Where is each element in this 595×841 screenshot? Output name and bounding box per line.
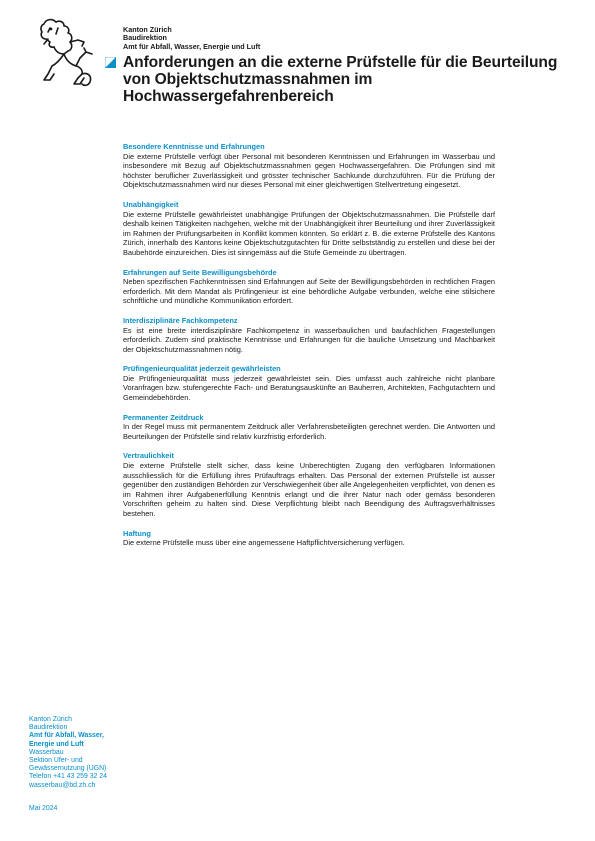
section-fachkompetenz <box>123 316 495 354</box>
section-body: Die Prüfingenieurqualität muss jederzeit gewährleistet sein. Dies umfasst auch zahlreiche nicht planbare Voranfragen bzw. stufengerechte Fach- und Beratungsauskünfte an Bauherren, Architekten, Fachgutachtern und Gemeindebehörden. <box>123 373 495 403</box>
header-canton: Kanton Zürich <box>123 25 172 34</box>
sidebar-directorate: Baudirektion <box>29 724 68 732</box>
section-haftung <box>123 529 495 548</box>
sidebar-section-line2: Gewässernutzung (UGN) <box>29 765 107 773</box>
sidebar-section-line1: Sektion Ufer- und <box>29 757 83 765</box>
section-heading: Prüfingenieurqualität jederzeit gewährleisten <box>123 364 281 374</box>
section-body: Die externe Prüfstelle verfügt über Personal mit besonderen Kenntnissen und Erfahrungen im Wasserbau und insbesondere mit Bezug auf Objektschutzmassnahmen gegen Hochwassergefahren. Die Prüfungen sind mit höchster beruflicher Zuverlässigkeit und grösster technischer Sachkunde durchzuführen. Für die Prüfung der Objektschutzmassnahmen wird nur dieses Personal mit einer gleichwertigen Stellvertretung eingesetzt. <box>123 151 495 190</box>
sidebar-office-line1: Amt für Abfall, Wasser, <box>29 732 104 740</box>
section-kenntnisse <box>123 142 495 190</box>
section-body: Die externe Prüfstelle gewährleistet unabhängige Prüfungen der Objektschutzmassnahmen. Die Prüfstelle darf deshalb keinen Tätigkeiten nachgehen, welche mit der Unabhängigkeit ihrer Beurteilung und ihrer Zuverlässigkeit im Rahmen der Prüfungsarbeiten in Konflikt kommen könnten. So erklärt z. B. die externe Prüfstelle des Kantons Zürich, innerhalb des Kantons keine Objektschutzgutachten für Dritte selbstständig zu erstellen und diese bei der Baubehörde einzureichen. Dies ist sinngemäss auf die Stufe Gemeinde zu übertragen. <box>123 209 495 257</box>
section-vertraulichkeit <box>123 451 495 518</box>
section-heading: Vertraulichkeit <box>123 451 174 461</box>
sidebar-division: Wasserbau <box>29 748 64 756</box>
section-body: In der Regel muss mit permanentem Zeitdruck aller Verfahrensbeteiligten gerechnet werden. Die Antworten und Beurteilungen der Prüfstelle sind relativ kurzfristig erforderlich. <box>123 422 495 441</box>
section-body: Es ist eine breite interdisziplinäre Fachkompetenz in wasserbaulichen und baufachlichen Fragestellungen erforderlich. Zudem sind praktische Kenntnisse und Erfahrungen für die bauliche Umsetzung und Machbarkeit der Objektschutzmassnahmen nötig. <box>123 325 495 354</box>
header-office: Amt für Abfall, Wasser, Energie und Luft <box>123 41 261 51</box>
zurich-lion-logo-icon <box>26 14 98 90</box>
section-heading: Interdisziplinäre Fachkompetenz <box>123 315 238 325</box>
section-unabhaengigkeit <box>123 200 495 258</box>
document-date: Mai 2024 <box>29 805 58 812</box>
section-heading: Unabhängigkeit <box>123 199 179 209</box>
header-directorate: Baudirektion <box>123 33 167 43</box>
section-body: Die externe Prüfstelle stellt sicher, dass keine Unberechtigten Zugang den verfügbaren Informationen ausschliesslich für die Erfüllung ihres Prüfauftrags erhalten. Das Personal der externen Prüfstelle ist ausser gegenüber den zuständigen Behörden zur Verschwiegenheit über alle Angelegenheiten verpflichtet, von denen es im Rahmen ihrer Aufgabenerfüllung Kenntnis erlangt und die ihrer Natur nach oder gemäss besonderen Vorschriften geheim zu halten sind. Diese Verpflichtung bleibt nach Beendigung des Auftragsverhältnisses bestehen. <box>123 461 495 518</box>
document-body <box>123 142 495 558</box>
contact-sidebar <box>29 716 107 790</box>
document-title: Anforderungen an die externe Prüfstelle für die Beurteilung von Objektschutzmassnahmen im Hochwassergefahrenbereich <box>123 54 558 105</box>
sidebar-office-line2: Energie und Luft <box>29 740 84 748</box>
section-heading: Besondere Kenntnisse und Erfahrungen <box>123 142 265 151</box>
section-pruefingenieurqualitaet <box>123 364 495 402</box>
section-bewilligungsbehoerde <box>123 268 495 306</box>
section-heading: Erfahrungen auf Seite Bewilligungsbehörde <box>123 267 277 277</box>
document-header <box>123 26 260 51</box>
zurich-flag-icon <box>105 57 116 68</box>
section-body: Neben spezifischen Fachkenntnissen sind Erfahrungen auf Seite der Bewilligungsbehörden in rechtlichen Fragen erforderlich. Mit dem Mandat als Prüfingenieur ist eine behördliche Aufgabe verbunden, welche eine stilsichere schriftliche und mündliche Kommunikation erfordert. <box>123 277 495 306</box>
section-zeitdruck <box>123 413 495 442</box>
section-heading: Haftung <box>123 528 151 538</box>
section-heading: Permanenter Zeitdruck <box>123 412 204 422</box>
sidebar-phone[interactable]: Telefon +41 43 259 32 24 <box>29 773 107 781</box>
sidebar-canton: Kanton Zürich <box>29 716 72 723</box>
section-body: Die externe Prüfstelle muss über eine angemessene Haftpflichtversicherung verfügen. <box>123 538 405 548</box>
sidebar-email-link[interactable]: wasserbau@bd.zh.ch <box>29 781 96 789</box>
